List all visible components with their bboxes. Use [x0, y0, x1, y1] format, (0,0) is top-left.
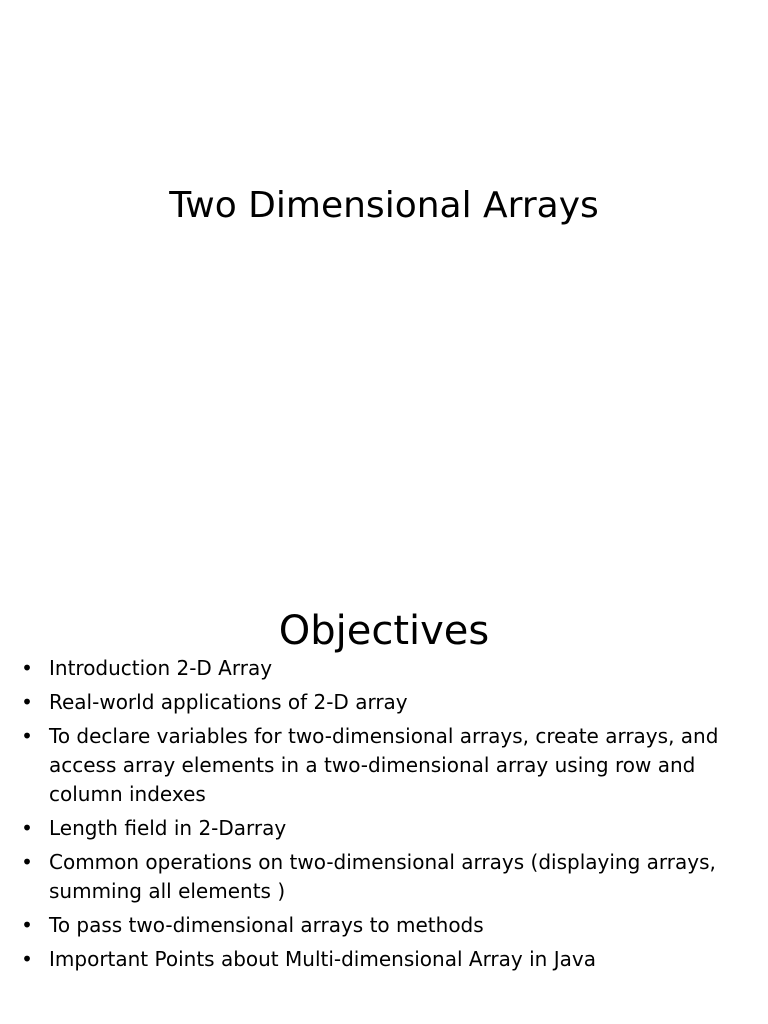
slide-title: Two Dimensional Arrays — [169, 185, 599, 226]
bullet-icon: • — [21, 724, 33, 748]
bullet-icon: • — [21, 690, 33, 714]
objectives-heading: Objectives — [278, 608, 490, 654]
bullet-icon: • — [21, 850, 33, 874]
list-item-text: Important Points about Multi-dimensional Array in Java — [49, 947, 596, 971]
bullet-icon: • — [21, 816, 33, 840]
list-item — [20, 688, 740, 717]
bullet-icon: • — [21, 913, 33, 937]
list-item-text: Length field in 2-Darray — [49, 816, 287, 840]
objectives-list — [20, 654, 740, 979]
list-item — [20, 848, 740, 906]
list-item-text: Introduction 2-D Array — [49, 656, 273, 680]
list-item — [20, 814, 740, 843]
list-item-text: Common operations on two-dimensional arrays (displaying arrays, summing all elements ) — [49, 850, 716, 903]
list-item-text: To pass two-dimensional arrays to methods — [49, 913, 484, 937]
list-item — [20, 945, 740, 974]
list-item — [20, 654, 740, 683]
list-item-text: To declare variables for two-dimensional arrays, create arrays, and access array elements in a two-dimensional array using row and column indexes — [49, 724, 719, 806]
list-item — [20, 911, 740, 940]
bullet-icon: • — [21, 947, 33, 971]
list-item-text: Real-world applications of 2-D array — [49, 690, 408, 714]
bullet-icon: • — [21, 656, 33, 680]
list-item — [20, 722, 740, 809]
